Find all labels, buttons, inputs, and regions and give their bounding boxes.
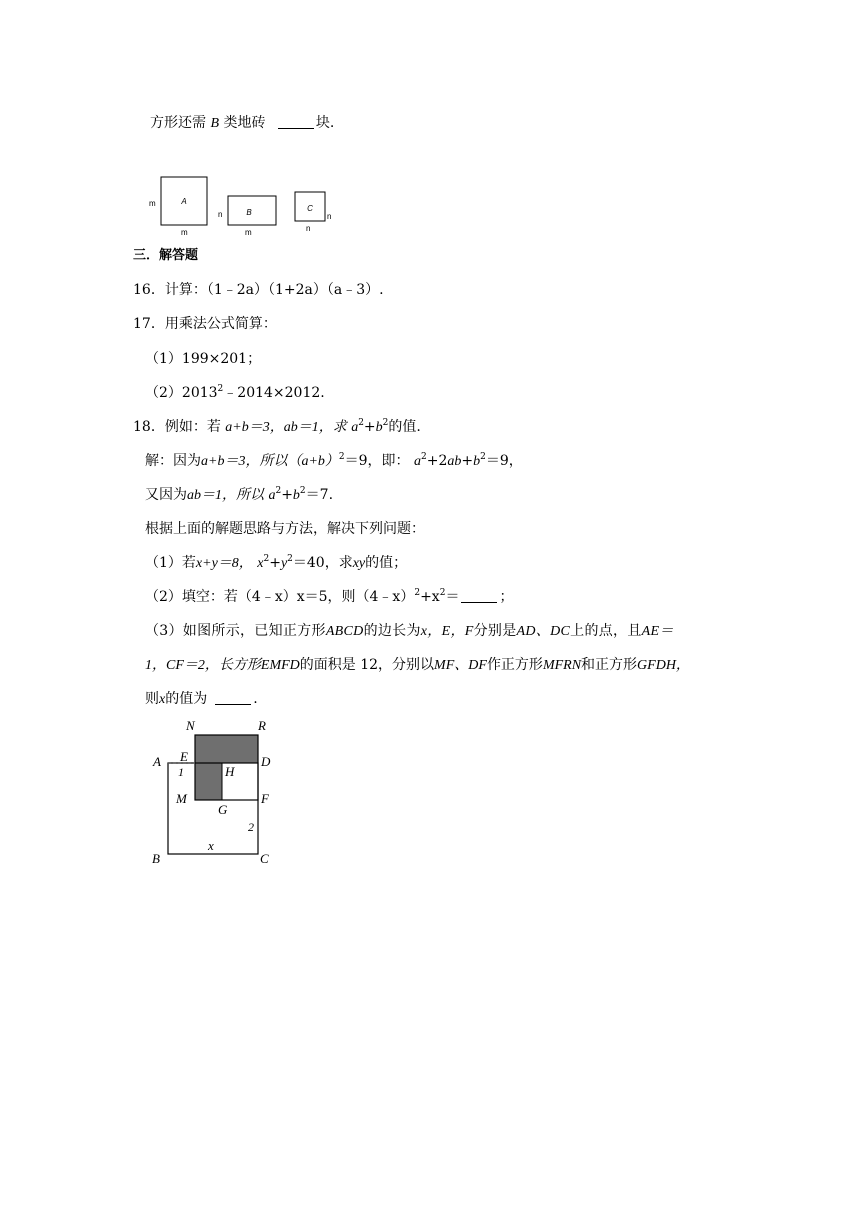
tile-b-bottom-label: m	[245, 228, 252, 237]
label-n: N	[186, 718, 195, 733]
section-title: 三．解答题	[133, 248, 199, 263]
shaded-region-left	[195, 763, 222, 800]
tile-b-left-label: n	[218, 210, 223, 219]
tile-a-left-label: m	[149, 199, 156, 208]
question-18-part-3-line-1: （3）如图所示，已知正方形ABCD的边长为x，E，F分别是AD、DC上的点，且AE＝	[145, 623, 674, 639]
solution-line-1: 解：因为a+b＝3，所以$(a+b)^2=9$，即： $a^2+2ab+b^2=9$，	[145, 452, 523, 469]
label-f: F	[261, 791, 269, 806]
label-1: 1	[178, 765, 184, 779]
question-18-part-1: （1）若x+y＝8， $x^2+y^2=40$，求xy的值；	[145, 554, 408, 571]
question-18-part-2: （2）填空：若（4﹣x）x＝5，则$(4﹣x)^2+x^2=$ ；	[145, 588, 514, 605]
tile-b	[218, 196, 276, 237]
tile-c-right-label: n	[327, 212, 332, 221]
solution-line-2: 又因为ab＝1，所以 $a^2+b^2=7$.	[145, 486, 334, 503]
label-m: M	[176, 791, 187, 806]
label-2: 2	[248, 820, 254, 834]
tile-c	[295, 192, 331, 233]
question-17-part-1: （1）199×201；	[145, 351, 262, 367]
question-16: 16．计算：（1﹣2a）（1+2a）（a﹣3）.	[133, 282, 384, 298]
answer-blank[interactable]	[215, 690, 251, 705]
question-18-part-3-line-3: 则x的值为 .	[145, 691, 258, 707]
tile-c-letter: C	[307, 204, 313, 213]
shaded-region-top	[195, 735, 258, 763]
label-c: C	[260, 851, 269, 866]
tiles-figure	[145, 172, 345, 242]
label-g: G	[218, 802, 228, 817]
q15-tail: 方形还需 B 类地砖 块.	[150, 115, 335, 131]
question-17: 17．用乘法公式简算：	[133, 316, 277, 332]
tile-a-bottom-label: m	[181, 228, 188, 237]
label-e: E	[180, 749, 188, 764]
tile-a-letter: A	[181, 197, 187, 206]
answer-blank[interactable]	[461, 588, 497, 603]
question-18-part-3-line-2: 1，CF＝2，长方形EMFD的面积是 12，分别以MF、DF作正方形MFRN和正方形GFDH，	[145, 657, 690, 673]
label-b: B	[152, 851, 160, 866]
geometry-figure	[148, 716, 288, 866]
tile-c-bottom-label: n	[306, 224, 311, 233]
tile-a	[149, 177, 207, 237]
label-h: H	[225, 764, 235, 779]
label-a: A	[153, 754, 161, 769]
label-x: x	[208, 838, 214, 853]
answer-blank[interactable]	[278, 114, 314, 129]
tile-b-letter: B	[246, 208, 252, 217]
question-18-example: 18．例如：若 a+b＝3，ab＝1，求 $a^2+b^2$的值.	[133, 418, 421, 435]
question-18-intro: 根据上面的解题思路与方法，解决下列问题：	[145, 521, 425, 537]
question-17-part-2: $(2)2013^2﹣2014\times 2012$.	[145, 384, 325, 401]
label-r: R	[258, 718, 266, 733]
label-d: D	[261, 754, 271, 769]
